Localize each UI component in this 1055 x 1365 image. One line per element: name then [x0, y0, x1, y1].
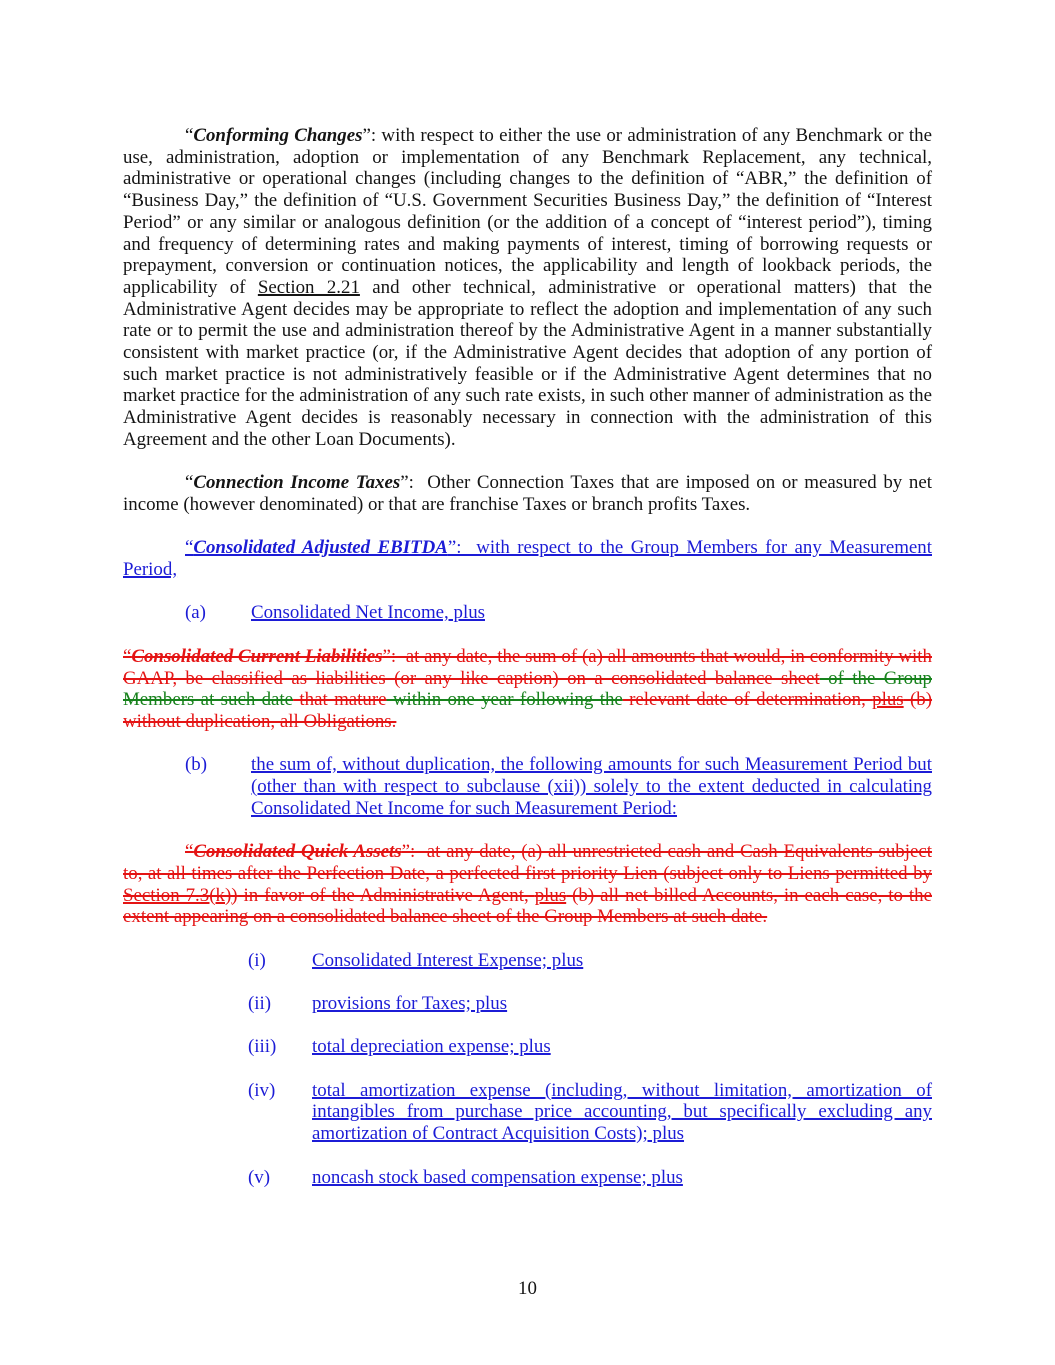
para-item-a	[123, 602, 932, 624]
text-run: plus	[534, 884, 567, 906]
text-run: of the Group Members at such date	[123, 667, 932, 711]
text-run: plus	[872, 689, 904, 711]
para-consolidated-adjusted-ebitda	[123, 537, 932, 580]
para-connection-income-taxes	[123, 472, 932, 515]
text-run: Consolidated Quick Assets	[193, 841, 402, 863]
para-item-ii-label: (ii)	[248, 993, 272, 1014]
text-run: Section 2.21	[257, 276, 360, 298]
text-run: “	[185, 125, 194, 146]
text-run: provisions for Taxes; plus	[312, 993, 508, 1014]
text-run: Consolidated Current Liabilities	[131, 645, 383, 667]
para-item-b-label: (b)	[185, 754, 208, 776]
text-run: Consolidated Interest Expense; plus	[312, 949, 584, 971]
para-item-b	[123, 754, 932, 819]
para-item-iv-label: (iv)	[248, 1079, 276, 1101]
text-run: ”: with respect to either the use or administration of any Benchmark or the use, administration, adoption or implementation of any Benchmark Replacement, any technical, administrative or operational changes (including changes to the definition of “ABR,” the definition of “Business Day,” the definition of “U.S. Government Securities Business Day,” the definition of “Interest Period” or any similar or analogous definition (or the addition of a concept of “interest period”), timing and frequency of determining rates and making payments of interest, timing of borrowing requests or prepayment, conversion or continuation notices, the applicability and length of lookback periods, the applicability of	[123, 125, 932, 298]
para-item-iv	[123, 1080, 932, 1145]
text-run: “	[185, 841, 194, 863]
text-run: total amortization expense (including, without limitation, amortization of intangibles from purchase price accounting, but specifically excluding any amortization of Contract Acquisition Costs); plus	[312, 1079, 932, 1145]
para-conforming-changes	[123, 125, 932, 451]
text-run: the sum of, without duplication, the following amounts for such Measurement Period but (other than with respect to subclause (xii)) solely to the extent deducted in calculating Consolidated Net Income for such Measurement Period:	[251, 754, 932, 819]
text-run: “	[185, 537, 194, 559]
para-item-ii	[123, 993, 932, 1015]
text-run: Consolidated Adjusted EBITDA	[193, 537, 448, 559]
text-run: (b) without duplication, all Obligations.	[123, 689, 933, 732]
para-consolidated-quick-assets	[123, 841, 932, 928]
text-run: noncash stock based compensation expense; plus	[312, 1166, 683, 1188]
page-number: 10	[518, 1278, 537, 1299]
text-run: in favor of the Administrative Agent,	[237, 884, 535, 906]
page-footer	[0, 1278, 1055, 1300]
para-item-iii	[123, 1036, 932, 1058]
text-run: and other technical, administrative or operational matters) that the Administrative Agent decides may be appropriate to reflect the adoption and implementation of any such rate or to permit the use and administration thereof by the Administrative Agent in a manner substantially consistent with market practice (or, if the Administrative Agent decides that adoption of any portion of such market practice is not administratively feasible or if the Administrative Agent determines that no market practice for the administration of any such rate exists, in such other manner of administration as the Administrative Agent decides is reasonably necessary in connection with the administration of this Agreement and the other Loan Documents).	[123, 276, 932, 450]
text-run: relevant date of determination,	[622, 689, 873, 711]
text-run: ”: Other Connection Taxes that are imposed on or measured by net income (however denominated) or that are franchise Taxes or branch profits Taxes.	[123, 472, 932, 515]
para-item-i-label: (i)	[248, 949, 266, 971]
text-run: ”: at any date, (a) all unrestricted cash and Cash Equivalents subject to, at all times after the Perfection Date, a perfected first priority Lien (subject only to Liens permitted by	[123, 841, 932, 884]
para-item-a-label: (a)	[185, 602, 206, 624]
para-item-v	[123, 1167, 932, 1189]
text-run: Consolidated Net Income, plus	[251, 602, 485, 624]
para-item-v-label: (v)	[248, 1166, 271, 1188]
text-run: Section 7.3(k))	[123, 884, 238, 906]
text-run: that mature	[293, 689, 387, 711]
text-run: total depreciation expense; plus	[312, 1036, 551, 1058]
text-run: “	[123, 645, 132, 667]
para-item-iii-label: (iii)	[248, 1036, 277, 1058]
para-consolidated-current-liabilities	[123, 646, 932, 733]
text-run: Connection Income Taxes	[193, 472, 401, 494]
text-run: “	[185, 472, 194, 494]
text-run: within one year following the	[386, 689, 623, 711]
text-run: Conforming Changes	[193, 125, 363, 146]
document-content	[123, 125, 932, 1210]
text-run: ”: with respect to the Group Members for any Measurement Period,	[123, 537, 932, 581]
text-run: ”: at any date, the sum of (a) all amounts that would, in conformity with GAAP, be classified as liabilities (or any like caption) on a consolidated balance sheet	[123, 645, 932, 689]
para-item-i	[123, 950, 932, 972]
text-run: (b) all net billed Accounts, in each case, to the extent appearing on a consolidated balance sheet of the Group Members at such date.	[123, 884, 932, 928]
